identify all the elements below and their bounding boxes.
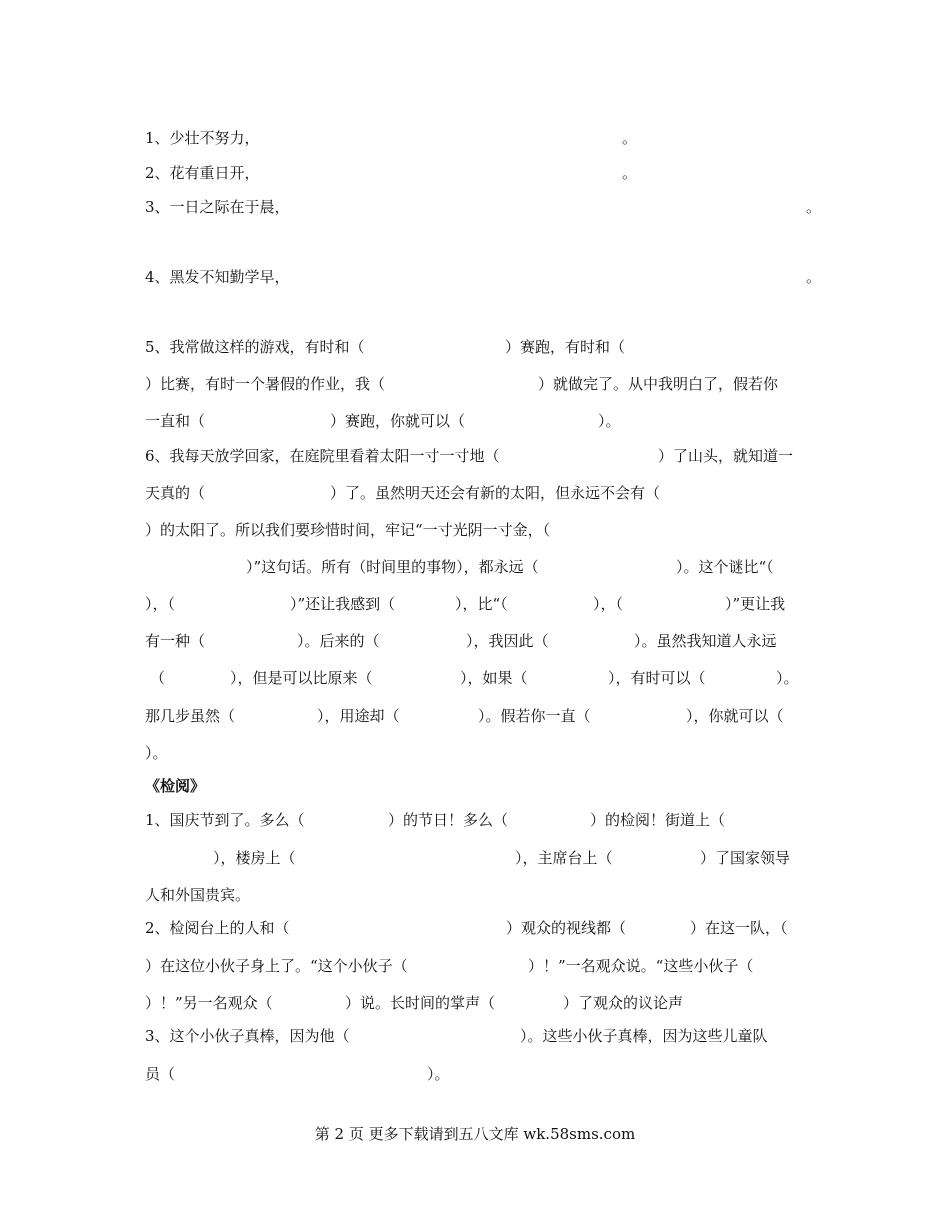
q5-line3-c: ）。 xyxy=(598,412,621,430)
q3-end: 。 xyxy=(806,198,822,216)
q6-line8-d: ），你就可以（ xyxy=(686,707,784,725)
q6-line5-b: ）”还让我感到（ xyxy=(290,595,396,613)
q5-line3-a: 一直和（ xyxy=(145,412,206,430)
q2-text: 2、花有重日开， xyxy=(145,164,260,182)
section-heading: 《检阅》 xyxy=(145,777,206,795)
q6-line6-b: ）。后来的（ xyxy=(297,632,380,650)
q6-line7-c: ），如果（ xyxy=(460,669,528,687)
q5-line1-b: ）赛跑，有时和（ xyxy=(505,338,626,356)
q4-end: 。 xyxy=(806,268,822,286)
q6-line6-c: ），我因此（ xyxy=(466,632,549,650)
q6-line9: ）。 xyxy=(145,744,168,762)
q6-line7-d: ），有时可以（ xyxy=(608,669,706,687)
q6-line5-a: ），（ xyxy=(145,595,176,613)
s2-q3-line2-b: ）。 xyxy=(427,1065,450,1083)
q1-end: 。 xyxy=(622,129,638,147)
s2-q2-line1-c: ）在这一队，（ xyxy=(690,919,788,937)
q6-line7-b: ），但是可以比原来（ xyxy=(230,669,373,687)
s2-q1-line3: 人和外国贵宾。 xyxy=(145,886,251,904)
s2-q2-line1-b: ）观众的视线都（ xyxy=(506,919,627,937)
s2-q1-line1-c: ）的检阅！街道上（ xyxy=(590,811,726,829)
q6-line3-a: ）的太阳了。所以我们要珍惜时间，牢记“一寸光阴一寸金，（ xyxy=(145,521,551,539)
q6-line5-c: ），比“（ xyxy=(455,595,508,613)
q6-line8-c: ）。假若你一直（ xyxy=(478,707,591,725)
s2-q3-line2-a: 员（ xyxy=(145,1065,176,1083)
q6-line7-a: （ xyxy=(150,669,166,687)
s2-q2-line3-c: ）了观众的议论声 xyxy=(563,994,684,1012)
q6-line2-b: ）了。虽然明天还会有新的太阳，但永远不会有（ xyxy=(330,484,661,502)
s2-q1-line2-a: ），楼房上（ xyxy=(213,849,296,867)
q6-line2-a: 天真的（ xyxy=(145,484,206,502)
q5-line2-a: ）比赛，有时一个暑假的作业，我（ xyxy=(145,375,386,393)
s2-q2-line2-a: ）在这位小伙子身上了。“这个小伙子（ xyxy=(145,957,408,975)
s2-q2-line3-a: ）！”另一名观众（ xyxy=(145,994,273,1012)
q6-line1-a: 6、我每天放学回家，在庭院里看着太阳一寸一寸地（ xyxy=(145,447,500,465)
q6-line4-a: ）”这句话。所有（时间里的事物），都永远（ xyxy=(246,558,539,576)
q5-line2-b: ）就做完了。从中我明白了，假若你 xyxy=(538,375,779,393)
q6-line8-b: ），用途却（ xyxy=(317,707,400,725)
s2-q1-line1-a: 1、国庆节到了。多么（ xyxy=(145,811,305,829)
q5-line1-a: 5、我常做这样的游戏，有时和（ xyxy=(145,338,365,356)
q6-line6-a: 有一种（ xyxy=(145,632,206,650)
q6-line1-b: ）了山头，就知道一 xyxy=(658,447,794,465)
s2-q3-line1-b: ）。这些小伙子真棒，因为这些儿童队 xyxy=(520,1027,768,1045)
s2-q1-line2-b: ），主席台上（ xyxy=(515,849,613,867)
q6-line4-b: ）。这个谜比“（ xyxy=(676,558,774,576)
q3-text: 3、一日之际在于晨， xyxy=(145,198,290,216)
q6-line6-d: ）。虽然我知道人永远 xyxy=(634,632,777,650)
q5-line3-b: ）赛跑，你就可以（ xyxy=(330,412,466,430)
q6-line7-e: ）。 xyxy=(776,669,799,687)
s2-q1-line1-b: ）的节日！多么（ xyxy=(388,811,509,829)
s2-q2-line3-b: ）说。长时间的掌声（ xyxy=(345,994,496,1012)
s2-q3-line1-a: 3、这个小伙子真棒，因为他（ xyxy=(145,1027,350,1045)
s2-q2-line1-a: 2、检阅台上的人和（ xyxy=(145,919,290,937)
q2-end: 。 xyxy=(622,164,638,182)
page-footer: 第 2 页 更多下载请到五八文库 wk.58sms.com xyxy=(314,1125,636,1143)
q6-line5-d: ），（ xyxy=(593,595,624,613)
s2-q1-line2-c: ）了国家领导 xyxy=(700,849,791,867)
q4-text: 4、黑发不知勤学早， xyxy=(145,268,290,286)
s2-q2-line2-b: ）！”一名观众说。“这些小伙子（ xyxy=(528,957,754,975)
q6-line8-a: 那几步虽然（ xyxy=(145,707,236,725)
q1-text: 1、少壮不努力， xyxy=(145,129,260,147)
q6-line5-e: ）”更让我 xyxy=(725,595,786,613)
